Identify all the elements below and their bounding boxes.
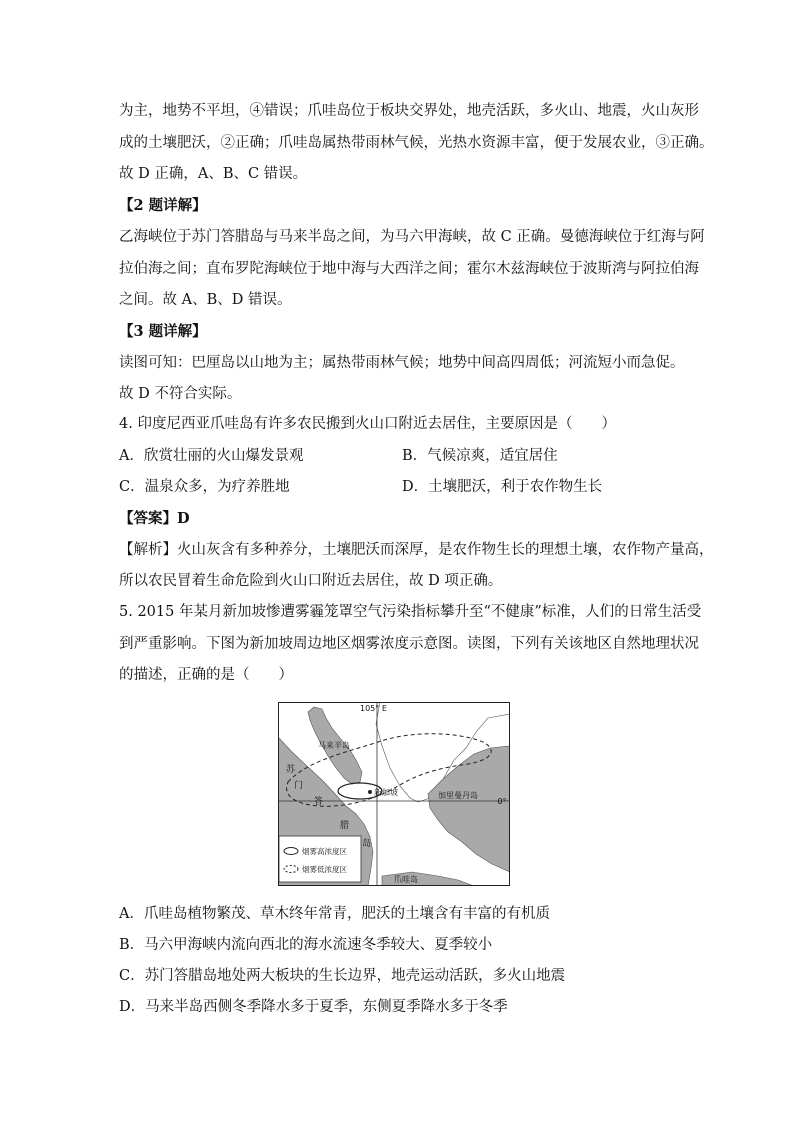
q5-option-b: B．马六甲海峡内流向西北的海水流速冬季较大、夏季较小 [119,937,493,953]
paragraph-line: 之间。故 A、B、D 错误。 [119,292,292,308]
q4-answer: 【答案】D [119,510,190,527]
paragraph-line: 读图可知：巴厘岛以山地为主；属热带雨林气候；地势中间高四周低；河流短小而急促。 [119,355,685,371]
java-label: 爪哇岛 [394,875,418,884]
question-4-stem: 4. 印度尼西亚爪哇岛有许多农民搬到火山口附近去居住，主要原因是（ ） [119,416,616,432]
section-heading-q2: 【2 题详解】 [119,197,207,214]
question-5-stem: 5. 2015 年某月新加坡惨遭雾霾笼罩空气污染指标攀升至“不健康”标准，人们的日常生活受 [119,604,702,620]
map-legend [279,836,361,882]
question-5-stem: 的描述，正确的是（ ） [119,667,293,683]
q4-option-a: A．欣赏壮丽的火山爆发景观 [119,448,304,464]
sumatra-label: 门 [294,781,304,791]
legend-low-label: 烟雾低浓度区 [302,865,347,874]
paragraph-line: 故 D 不符合实际。 [119,386,242,402]
q5-option-c: C．苏门答腊岛地处两大板块的生长边界，地壳运动活跃，多火山地震 [119,968,566,984]
legend-high-label: 烟雾高浓度区 [302,847,347,856]
question-5-stem: 到严重影响。下图为新加坡周边地区烟雾浓度示意图。读图，下列有关该地区自然地理状况 [119,636,699,652]
section-heading-q3: 【3 题详解】 [119,323,207,340]
q5-option-d: D．马来半岛西侧冬季降水多于夏季，东侧夏季降水多于冬季 [119,999,508,1015]
q4-option-d: D．土壤肥沃，利于农作物生长 [402,479,603,495]
latitude-label: 0° [497,797,507,806]
q4-analysis-line: 【解析】火山灰含有多种养分，土壤肥沃而深厚，是农作物生长的理想土壤，农作物产量高， [119,542,714,558]
longitude-label: 105° E [360,704,387,713]
paragraph-line: 故 D 正确，A、B、C 错误。 [119,166,308,182]
malay-peninsula-label: 马来半岛 [318,741,350,750]
singapore-label: 新加坡 [374,788,398,797]
kalimantan-label: 加里曼丹岛 [438,791,478,800]
q5-option-a: A．爪哇岛植物繁茂、草木终年常青，肥沃的土壤含有丰富的有机质 [119,906,550,922]
sumatra-label: 苏 [286,765,296,775]
singapore-marker [368,790,372,794]
sumatra-label: 岛 [362,839,372,849]
q4-option-c: C．温泉众多，为疗养胜地 [119,479,290,495]
q4-analysis-line: 所以农民冒着生命危险到火山口附近去居住，故 D 项正确。 [119,573,503,589]
paragraph-line: 拉伯海之间；直布罗陀海峡位于地中海与大西洋之间；霍尔木兹海峡位于波斯湾与阿拉伯海 [119,261,699,277]
q4-option-b: B．气候凉爽，适宜居住 [402,448,558,464]
sumatra-label: 答 [314,797,324,807]
paragraph-line: 为主，地势不平坦，④错误；爪哇岛位于板块交界处，地壳活跃，多火山、地震，火山灰形 [119,103,699,119]
haze-map [278,702,510,886]
sumatra-label: 腊 [340,821,350,831]
paragraph-line: 成的土壤肥沃，②正确；爪哇岛属热带雨林气候，光热水资源丰富，便于发展农业，③正确。 [119,135,714,151]
paragraph-line: 乙海峡位于苏门答腊岛与马来半岛之间，为马六甲海峡，故 C 正确。曼德海峡位于红海与阿 [119,229,705,245]
